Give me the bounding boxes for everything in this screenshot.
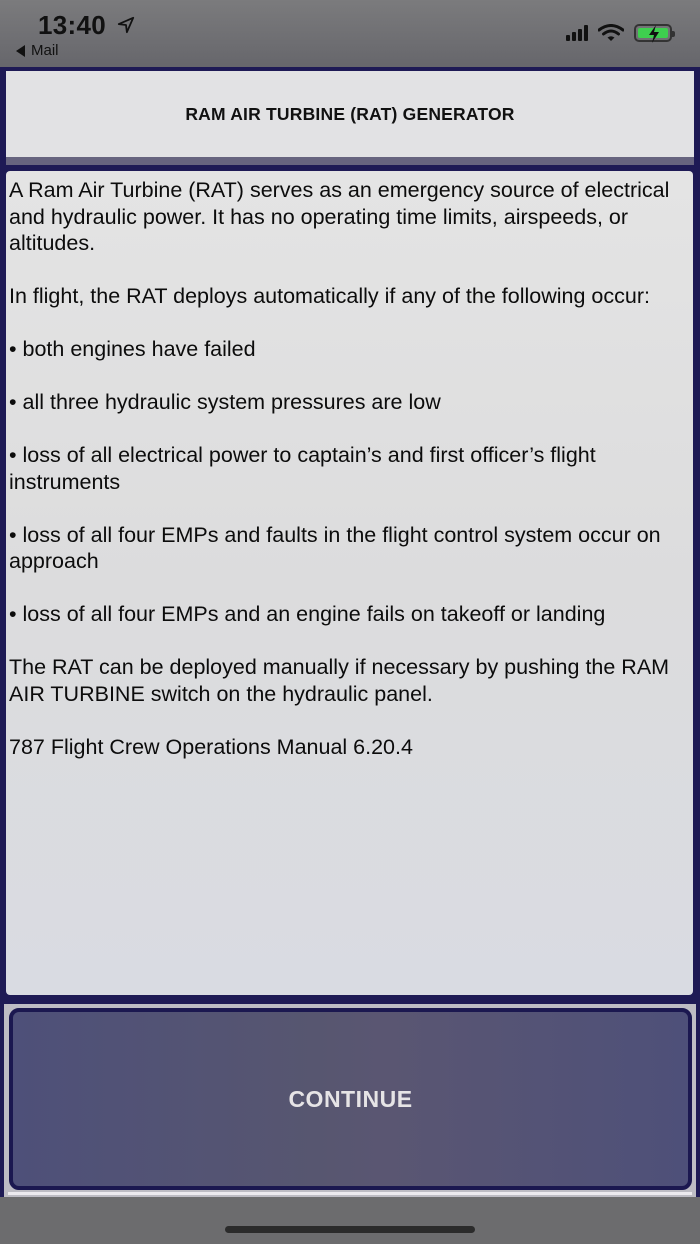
status-bar xyxy=(0,0,700,68)
content-panel[interactable] xyxy=(6,171,693,995)
battery-charging-icon xyxy=(634,24,672,42)
location-arrow-icon xyxy=(117,16,135,34)
title-divider xyxy=(6,157,694,165)
bullet-item: • all three hydraulic system pressures are low xyxy=(9,390,441,414)
source-reference: 787 Flight Crew Operations Manual 6.20.4 xyxy=(9,734,413,759)
back-arrow-icon xyxy=(16,45,25,57)
bullet-item: • loss of all electrical power to captain’s and first officer’s flight instruments xyxy=(9,443,596,494)
manual-deploy-paragraph: The RAT can be deployed manually if necessary by pushing the RAM AIR TURBINE switch on the hydraulic panel. xyxy=(9,655,670,706)
page-title: RAM AIR TURBINE (RAT) GENERATOR xyxy=(185,103,515,124)
continue-button[interactable] xyxy=(9,1008,692,1190)
status-icons xyxy=(566,24,672,42)
button-bottom-edge xyxy=(8,1192,692,1195)
bullet-item: • both engines have failed xyxy=(9,337,256,361)
continue-label: CONTINUE xyxy=(288,1085,413,1112)
intro-paragraph: A Ram Air Turbine (RAT) serves as an emergency source of electrical and hydraulic power. It has no operating time limits, airspeeds, or altitudes. xyxy=(9,178,670,255)
back-label: Mail xyxy=(31,42,59,59)
bullet-item: • loss of all four EMPs and an engine fails on takeoff or landing xyxy=(9,602,606,626)
cellular-signal-icon xyxy=(566,25,588,41)
app-frame xyxy=(0,67,700,1197)
clock-time: 13:40 xyxy=(38,10,106,40)
auto-deploy-paragraph: In flight, the RAT deploys automatically if any of the following occur: xyxy=(9,284,650,308)
back-to-mail-link[interactable] xyxy=(16,42,59,59)
title-panel xyxy=(6,71,694,157)
home-indicator[interactable] xyxy=(225,1226,475,1233)
button-area xyxy=(4,1001,696,1197)
wifi-icon xyxy=(598,24,624,42)
bullet-item: • loss of all four EMPs and faults in the flight control system occur on approach xyxy=(9,522,661,573)
